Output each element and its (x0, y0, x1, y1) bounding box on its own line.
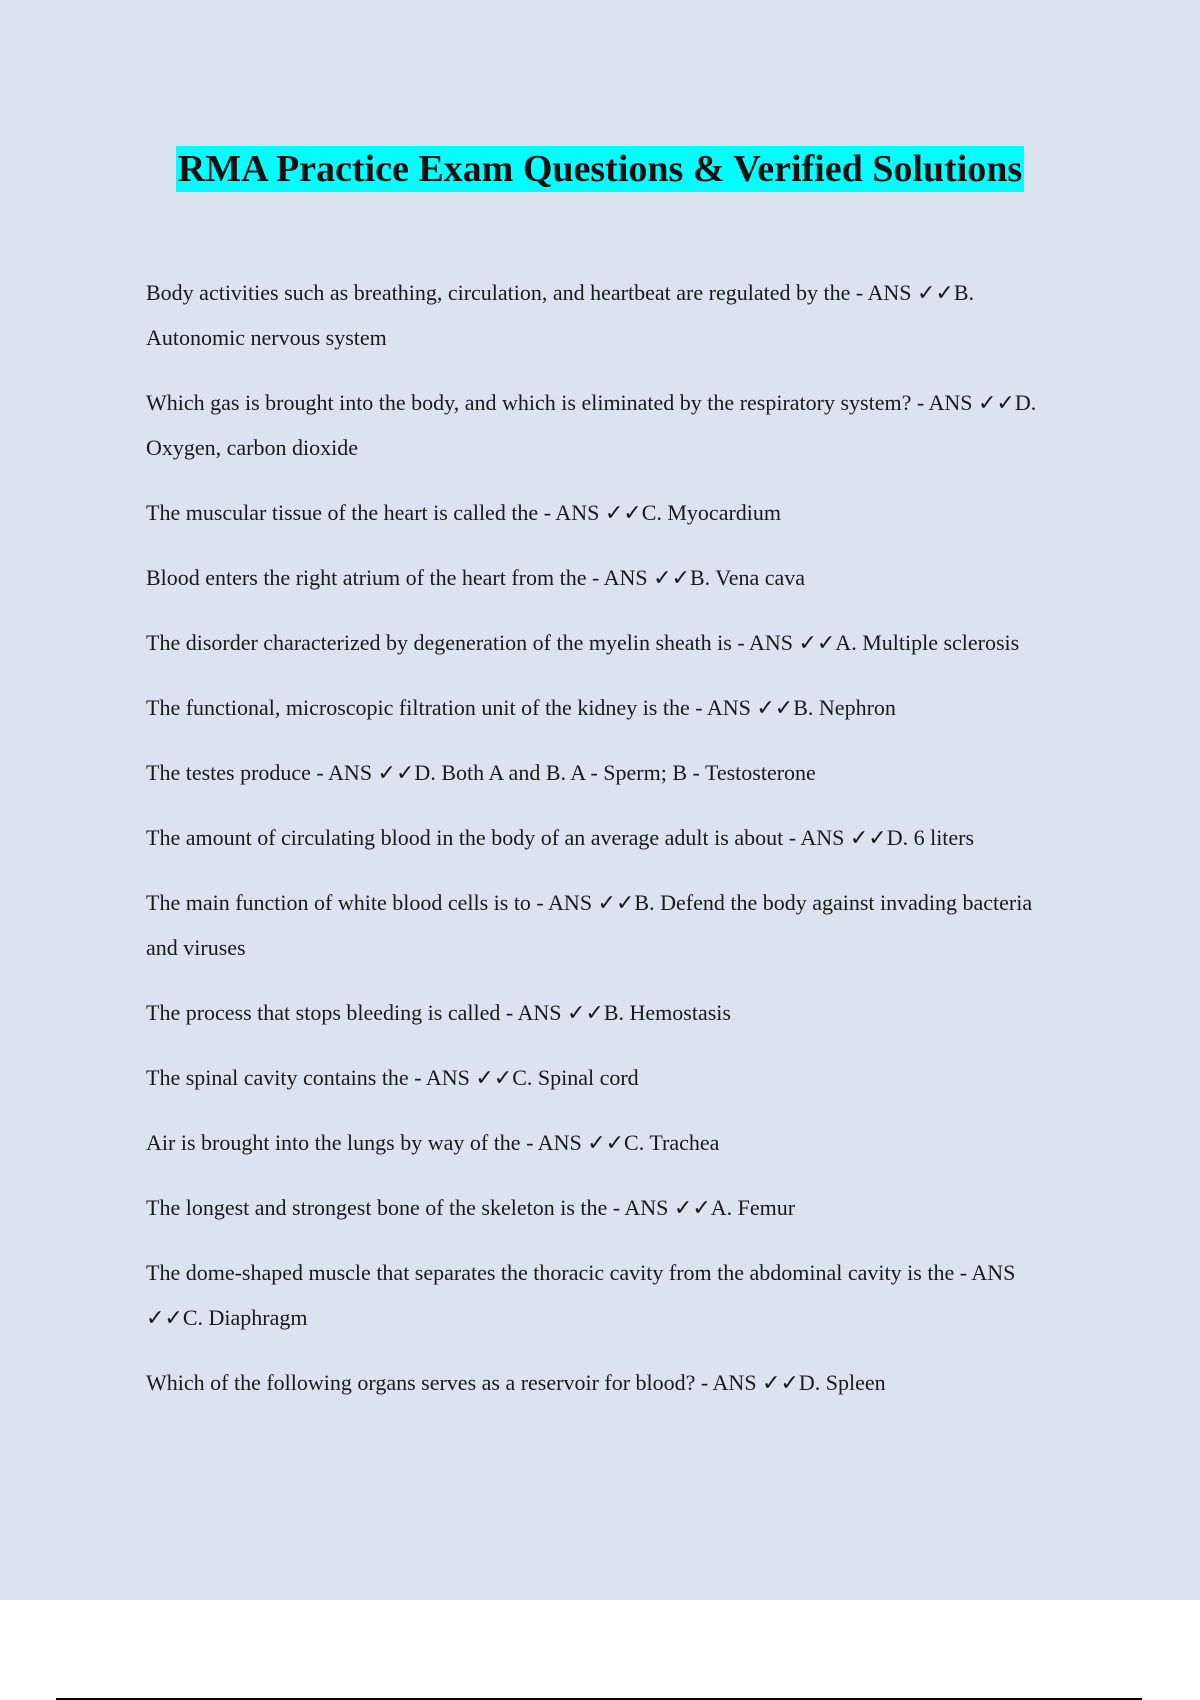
document-title: RMA Practice Exam Questions & Verified Solutions (177, 148, 1023, 190)
qa-item: Which of the following organs serves as a reservoir for blood? - ANS ✓✓D. Spleen (146, 1370, 886, 1395)
qa-item: Body activities such as breathing, circulation, and heartbeat are regulated by the - ANS ✓✓B. Autonomic nervous system (146, 280, 975, 350)
qa-item: The testes produce - ANS ✓✓D. Both A and B. A - Sperm; B - Testosterone (146, 760, 816, 785)
qa-item: The process that stops bleeding is called - ANS ✓✓B. Hemostasis (146, 1000, 731, 1025)
qa-item: The longest and strongest bone of the skeleton is the - ANS ✓✓A. Femur (146, 1195, 796, 1220)
qa-item: The dome-shaped muscle that separates the thoracic cavity from the abdominal cavity is the - ANS ✓✓C. Diaphragm (146, 1260, 1016, 1330)
qa-item: The disorder characterized by degeneration of the myelin sheath is - ANS ✓✓A. Multiple sclerosis (146, 630, 1020, 655)
qa-item: The main function of white blood cells is to - ANS ✓✓B. Defend the body against invading bacteria and viruses (146, 890, 1033, 960)
qa-item: Which gas is brought into the body, and which is eliminated by the respiratory system? - ANS ✓✓D. Oxygen, carbon dioxide (146, 390, 1037, 460)
qa-item: The spinal cavity contains the - ANS ✓✓C. Spinal cord (146, 1065, 639, 1090)
qa-item: Air is brought into the lungs by way of the - ANS ✓✓C. Trachea (146, 1130, 720, 1155)
qa-item: The muscular tissue of the heart is called the - ANS ✓✓C. Myocardium (146, 500, 782, 525)
qa-item: The amount of circulating blood in the body of an average adult is about - ANS ✓✓D. 6 liters (146, 825, 975, 850)
title-container (0, 146, 1200, 192)
question-answer-list (146, 270, 1066, 1425)
qa-item: The functional, microscopic filtration unit of the kidney is the - ANS ✓✓B. Nephron (146, 695, 896, 720)
qa-item: Blood enters the right atrium of the heart from the - ANS ✓✓B. Vena cava (146, 565, 806, 590)
